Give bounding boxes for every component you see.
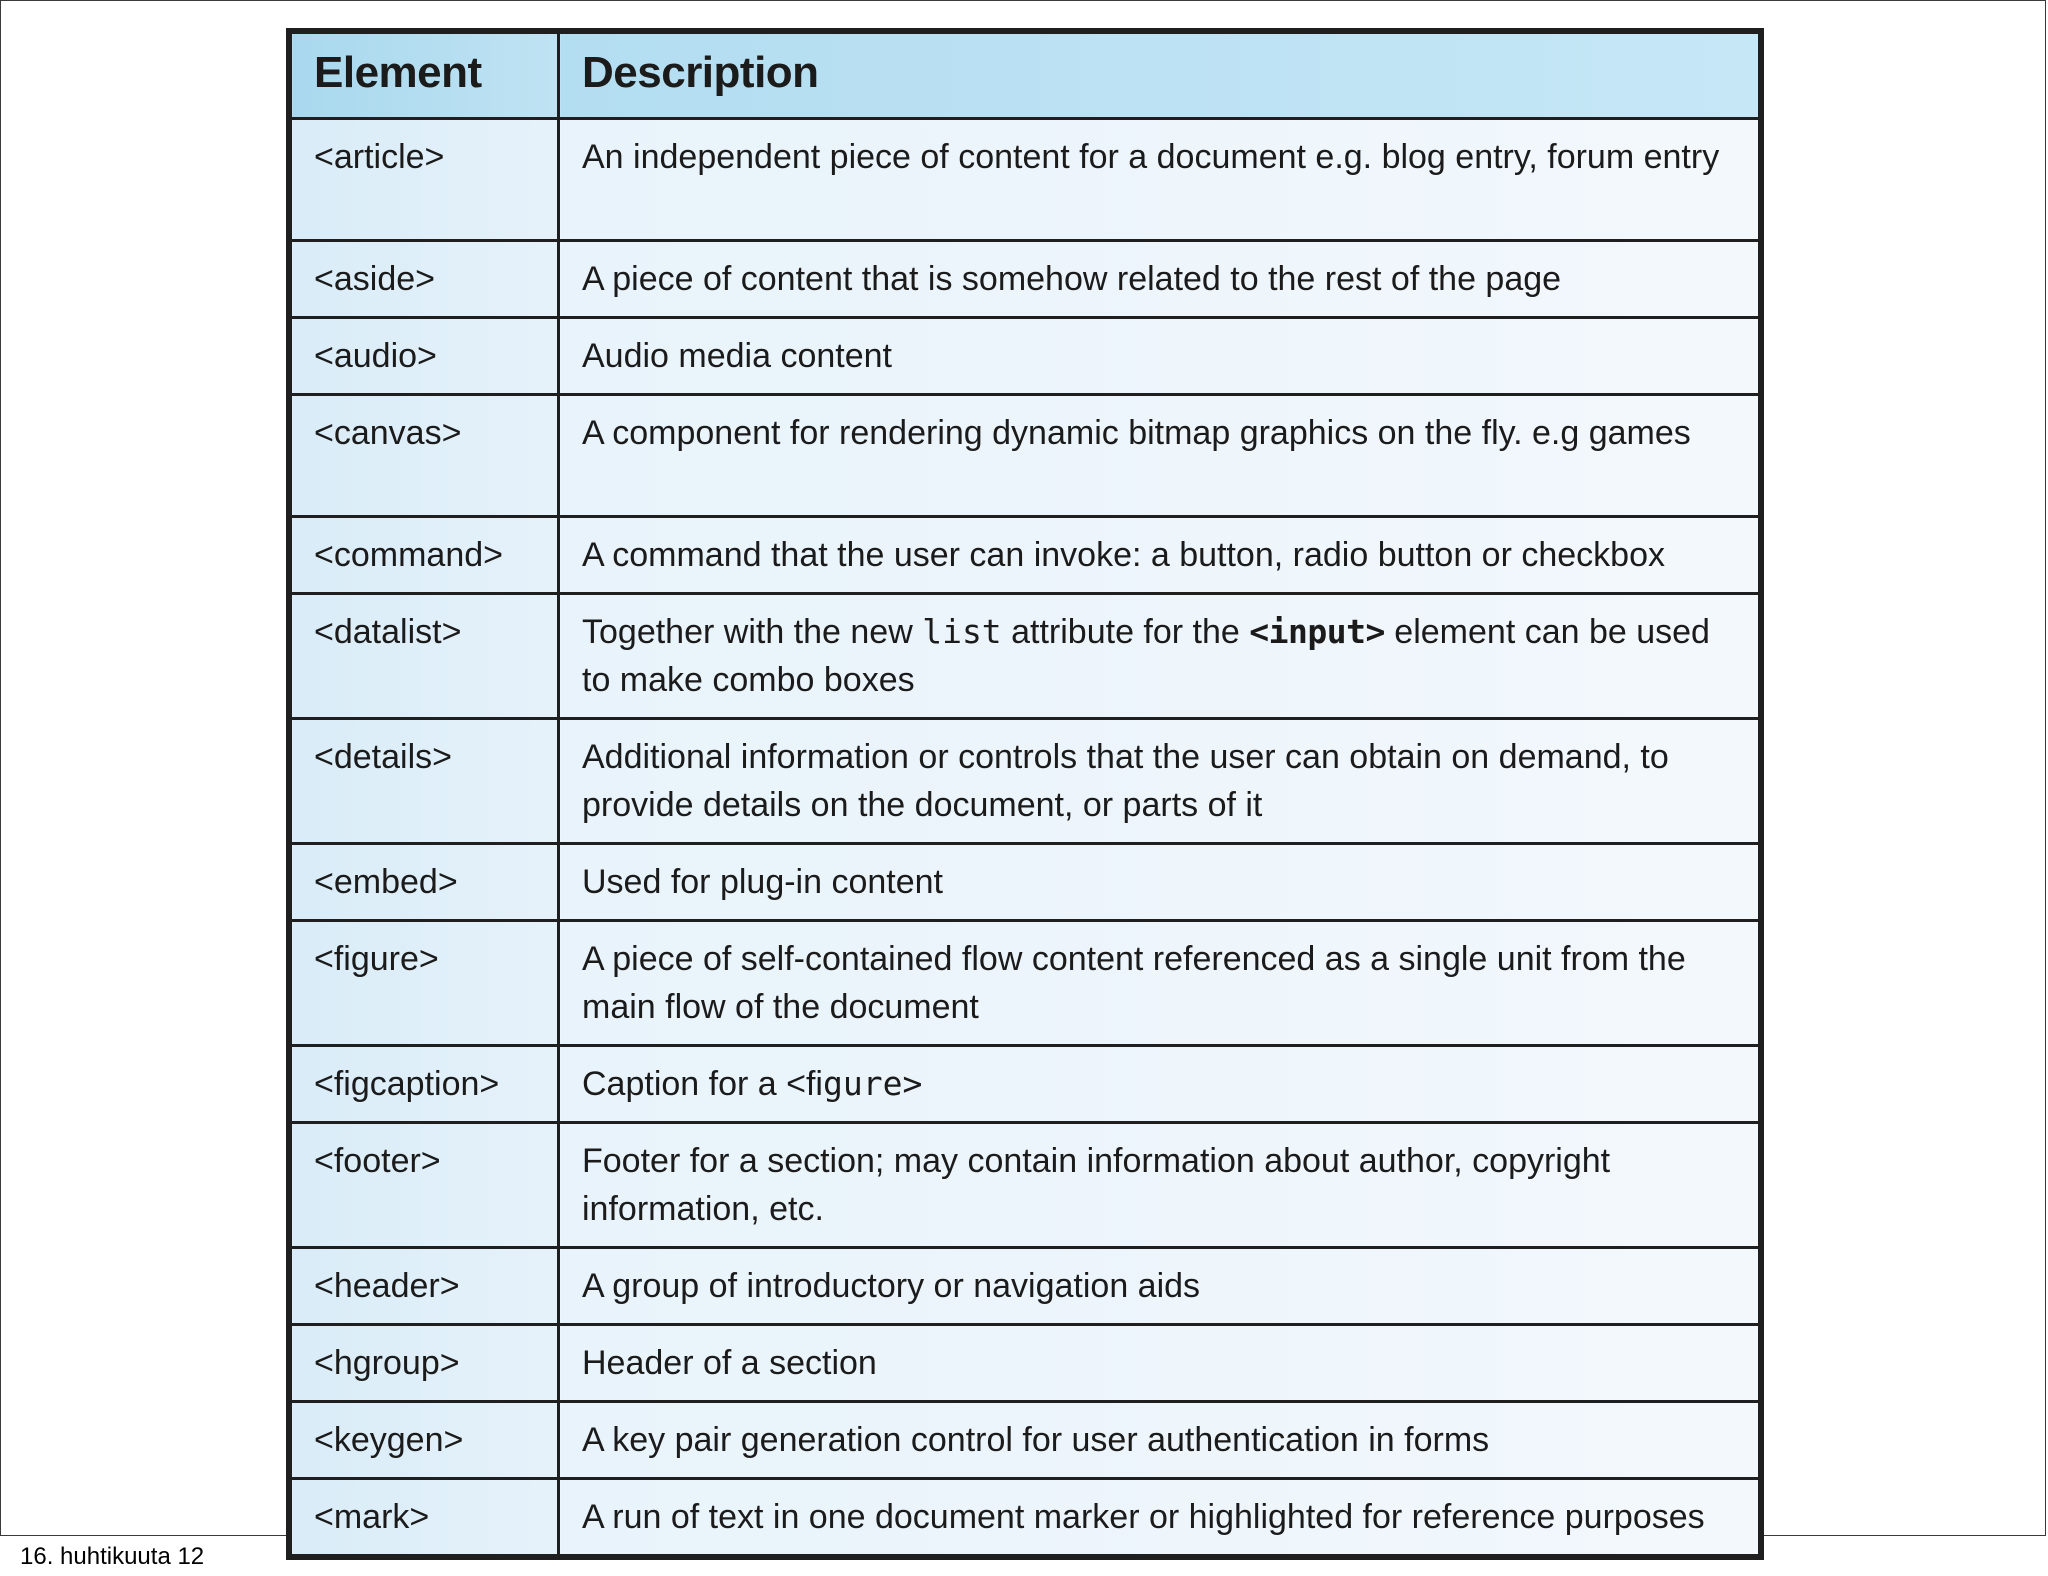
elements-table	[289, 31, 1761, 1557]
element-cell: <mark>	[291, 1479, 559, 1556]
description-cell: A run of text in one document marker or highlighted for reference purposes	[559, 1479, 1760, 1556]
description-cell: Used for plug-in content	[559, 844, 1760, 921]
footer-date: 16. huhtikuuta 12	[20, 1543, 205, 1570]
element-cell: <datalist>	[291, 594, 559, 719]
description-text: Caption for a	[582, 1065, 787, 1103]
description-cell: A component for rendering dynamic bitmap graphics on the fly. e.g games	[559, 395, 1760, 517]
element-cell: <article>	[291, 119, 559, 241]
description-cell: A command that the user can invoke: a button, radio button or checkbox	[559, 517, 1760, 594]
description-cell: Footer for a section; may contain information about author, copyright information, etc.	[559, 1123, 1760, 1248]
element-cell: <figcaption>	[291, 1046, 559, 1123]
table-row	[291, 517, 1760, 594]
description-cell	[559, 1046, 1760, 1123]
element-cell: <figure>	[291, 921, 559, 1046]
table-row	[291, 241, 1760, 318]
description-cell: A group of introductory or navigation aids	[559, 1248, 1760, 1325]
table-row	[291, 1479, 1760, 1556]
description-cell: Audio media content	[559, 318, 1760, 395]
table-row	[291, 1248, 1760, 1325]
element-cell: <keygen>	[291, 1402, 559, 1479]
table-row	[291, 1123, 1760, 1248]
column-header-description: Description	[559, 33, 1760, 119]
description-text: attribute for the	[1001, 613, 1250, 651]
element-cell: <hgroup>	[291, 1325, 559, 1402]
table-row	[291, 119, 1760, 241]
element-cell: <command>	[291, 517, 559, 594]
code-figure: gure>	[822, 1064, 923, 1103]
table-header-row	[291, 33, 1760, 119]
html5-elements-table	[286, 28, 1764, 1560]
element-cell: <embed>	[291, 844, 559, 921]
description-cell: A piece of content that is somehow related to the rest of the page	[559, 241, 1760, 318]
description-cell: A piece of self-contained flow content referenced as a single unit from the main flow of the document	[559, 921, 1760, 1046]
description-cell: A key pair generation control for user authentication in forms	[559, 1402, 1760, 1479]
column-header-element: Element	[291, 33, 559, 119]
table-row	[291, 1402, 1760, 1479]
element-cell: <audio>	[291, 318, 559, 395]
table-row	[291, 1325, 1760, 1402]
table-row	[291, 921, 1760, 1046]
description-cell	[559, 594, 1760, 719]
description-text: element can be used to make combo boxes	[582, 613, 1710, 699]
description-cell: An independent piece of content for a document e.g. blog entry, forum entry	[559, 119, 1760, 241]
table-row	[291, 318, 1760, 395]
element-cell: <details>	[291, 719, 559, 844]
element-cell: <canvas>	[291, 395, 559, 517]
element-cell: <footer>	[291, 1123, 559, 1248]
table-row	[291, 395, 1760, 517]
description-cell: Header of a section	[559, 1325, 1760, 1402]
table-row	[291, 1046, 1760, 1123]
table-row	[291, 844, 1760, 921]
code-list: list	[922, 612, 1002, 651]
table-row	[291, 594, 1760, 719]
description-text: Together with the new	[582, 613, 923, 651]
code-input: <input>	[1249, 612, 1385, 651]
element-cell: <header>	[291, 1248, 559, 1325]
element-cell: <aside>	[291, 241, 559, 318]
description-text: <fi	[786, 1065, 823, 1103]
table-row	[291, 719, 1760, 844]
description-cell: Additional information or controls that the user can obtain on demand, to provide details on the document, or parts of it	[559, 719, 1760, 844]
